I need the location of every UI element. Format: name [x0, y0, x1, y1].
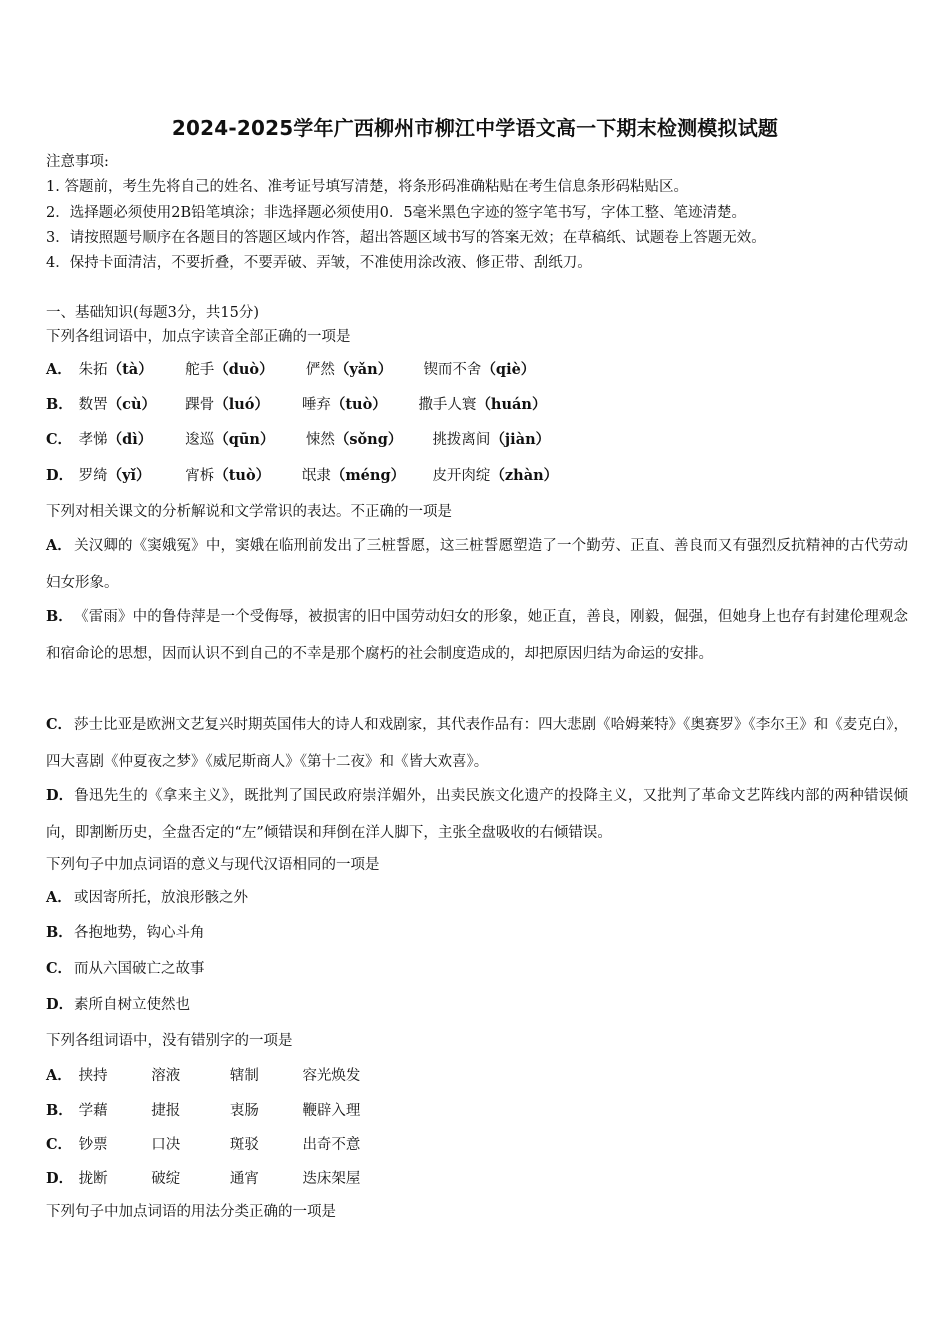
option-text: 各抱地势，钩心斗角	[74, 925, 205, 941]
option-row	[46, 996, 190, 1014]
option-word: 溶液	[151, 1068, 181, 1084]
option-letter: D．	[46, 467, 74, 484]
option-paragraph	[46, 598, 908, 673]
notice-item: 2．选择题必须使用2B铅笔填涂；非选择题必须使用0．5毫米黑色字迹的签字笔书写，字体工整、笔迹清楚。	[46, 205, 747, 221]
exam-title: 2024-2025学年广西柳州市柳江中学语文高一下期末检测模拟试题	[171, 116, 779, 140]
option-letter: B．	[46, 924, 73, 941]
option-word: 朱拓（tà）	[78, 361, 153, 378]
option-paragraph	[46, 527, 908, 602]
option-word: 悚然（sǒng）	[305, 431, 403, 448]
option-letter: B．	[46, 396, 73, 413]
option-row	[46, 889, 248, 907]
option-word: 数罟（cù）	[78, 396, 156, 413]
option-word: 皮开肉绽（zhàn）	[432, 467, 559, 484]
option-word: 俨然（yǎn）	[305, 361, 393, 378]
option-letter: D．	[46, 996, 74, 1013]
option-row	[46, 1067, 360, 1085]
option-paragraph	[46, 777, 908, 852]
option-row	[46, 361, 535, 379]
option-letter: A．	[46, 361, 72, 378]
option-word: 学藉	[78, 1103, 108, 1119]
option-row	[46, 1102, 360, 1120]
option-word: 唾弃（tuò）	[301, 396, 387, 413]
option-word: 捷报	[151, 1103, 181, 1119]
option-letter: A．	[46, 537, 72, 554]
question-stem: 下列句子中加点词语的用法分类正确的一项是	[46, 1204, 336, 1220]
option-text: 而从六国破亡之故事	[74, 961, 205, 977]
question-stem: 下列句子中加点词语的意义与现代汉语相同的一项是	[46, 857, 380, 873]
option-letter: C．	[46, 960, 73, 977]
option-letter: C．	[46, 716, 73, 733]
option-word: 破绽	[151, 1171, 181, 1187]
option-text: 关汉卿的《窦娥冤》中，窦娥在临刑前发出了三桩誓愿，这三桩誓愿塑造了一个勤劳、正直、善良而又有强烈反抗精神的古代劳动妇女形象。	[46, 538, 908, 591]
option-letter: C．	[46, 1136, 73, 1153]
option-word: 钞票	[78, 1137, 108, 1153]
option-word: 踝骨（luó）	[185, 396, 269, 413]
notice-item: 3．请按照题号顺序在各题目的答题区域内作答，超出答题区域书写的答案无效；在草稿纸、试题卷上答题无效。	[46, 230, 766, 246]
option-word: 逡巡（qūn）	[185, 431, 275, 448]
option-text: 《雷雨》中的鲁侍萍是一个受侮辱，被损害的旧中国劳动妇女的形象，她正直，善良，刚毅，倔强，但她身上也存有封建伦理观念和宿命论的思想，因而认识不到自己的不幸是那个腐朽的社会制度造成的，却把原因归结为命运的安排。	[46, 609, 908, 662]
option-letter: A．	[46, 1067, 72, 1084]
option-word: 拢断	[78, 1171, 108, 1187]
option-word: 氓隶（méng）	[301, 467, 406, 484]
option-word: 迭床架屋	[302, 1171, 361, 1187]
option-word: 撒手人寰（huán）	[418, 396, 547, 413]
notice-heading: 注意事项:	[46, 154, 109, 170]
option-word: 鞭辟入理	[302, 1103, 361, 1119]
option-text: 鲁迅先生的《拿来主义》，既批判了国民政府崇洋媚外，出卖民族文化遗产的投降主义，又批判了革命文艺阵线内部的两种错误倾向，即割断历史，全盘否定的“左”倾错误和拜倒在洋人脚下，主张全盘吸收的右倾错误。	[46, 788, 908, 841]
option-word: 口决	[151, 1137, 181, 1153]
option-row	[46, 960, 205, 978]
option-row	[46, 1170, 360, 1188]
option-row	[46, 924, 205, 942]
option-text: 莎士比亚是欧洲文艺复兴时期英国伟大的诗人和戏剧家，其代表作品有：四大悲剧《哈姆莱特》《奥赛罗》《李尔王》和《麦克白》，四大喜剧《仲夏夜之梦》《威尼斯商人》《第十二夜》和《皆大欢喜》。	[46, 717, 908, 770]
option-row	[46, 467, 558, 485]
option-letter: B．	[46, 1102, 73, 1119]
notice-item: 4．保持卡面清洁，不要折叠，不要弄破、弄皱，不准使用涂改液、修正带、刮纸刀。	[46, 255, 592, 271]
option-word: 辖制	[229, 1068, 259, 1084]
option-word: 孝悌（dì）	[78, 431, 153, 448]
option-word: 出奇不意	[302, 1137, 361, 1153]
option-word: 衷肠	[229, 1103, 259, 1119]
section-heading: 一、基础知识(每题3分，共15分)	[46, 305, 259, 321]
option-letter: D．	[46, 1170, 74, 1187]
question-stem: 下列对相关课文的分析解说和文学常识的表达。不正确的一项是	[46, 504, 452, 520]
option-word: 舵手（duò）	[185, 361, 274, 378]
option-row	[46, 431, 550, 449]
option-text: 素所自树立使然也	[74, 997, 190, 1013]
option-word: 挑拨离间（jiàn）	[432, 431, 551, 448]
option-text: 或因寄所托，放浪形骸之外	[74, 890, 248, 906]
option-row	[46, 396, 546, 414]
question-stem: 下列各组词语中，没有错别字的一项是	[46, 1033, 293, 1049]
option-word: 斑驳	[229, 1137, 259, 1153]
question-stem: 下列各组词语中，加点字读音全部正确的一项是	[46, 329, 351, 345]
option-word: 容光焕发	[302, 1068, 361, 1084]
option-word: 通宵	[229, 1171, 259, 1187]
option-word: 挟持	[78, 1068, 108, 1084]
option-letter: A．	[46, 889, 72, 906]
option-word: 罗绮（yǐ）	[78, 467, 151, 484]
option-letter: C．	[46, 431, 73, 448]
option-word: 锲而不舍（qiè）	[423, 361, 536, 378]
option-paragraph	[46, 706, 908, 781]
option-row	[46, 1136, 360, 1154]
option-letter: B．	[46, 608, 73, 625]
option-word: 宵柝（tuò）	[185, 467, 271, 484]
notice-item: 1. 答题前，考生先将自己的姓名、准考证号填写清楚，将条形码准确粘贴在考生信息条形码粘贴区。	[46, 179, 688, 195]
option-letter: D．	[46, 787, 74, 804]
